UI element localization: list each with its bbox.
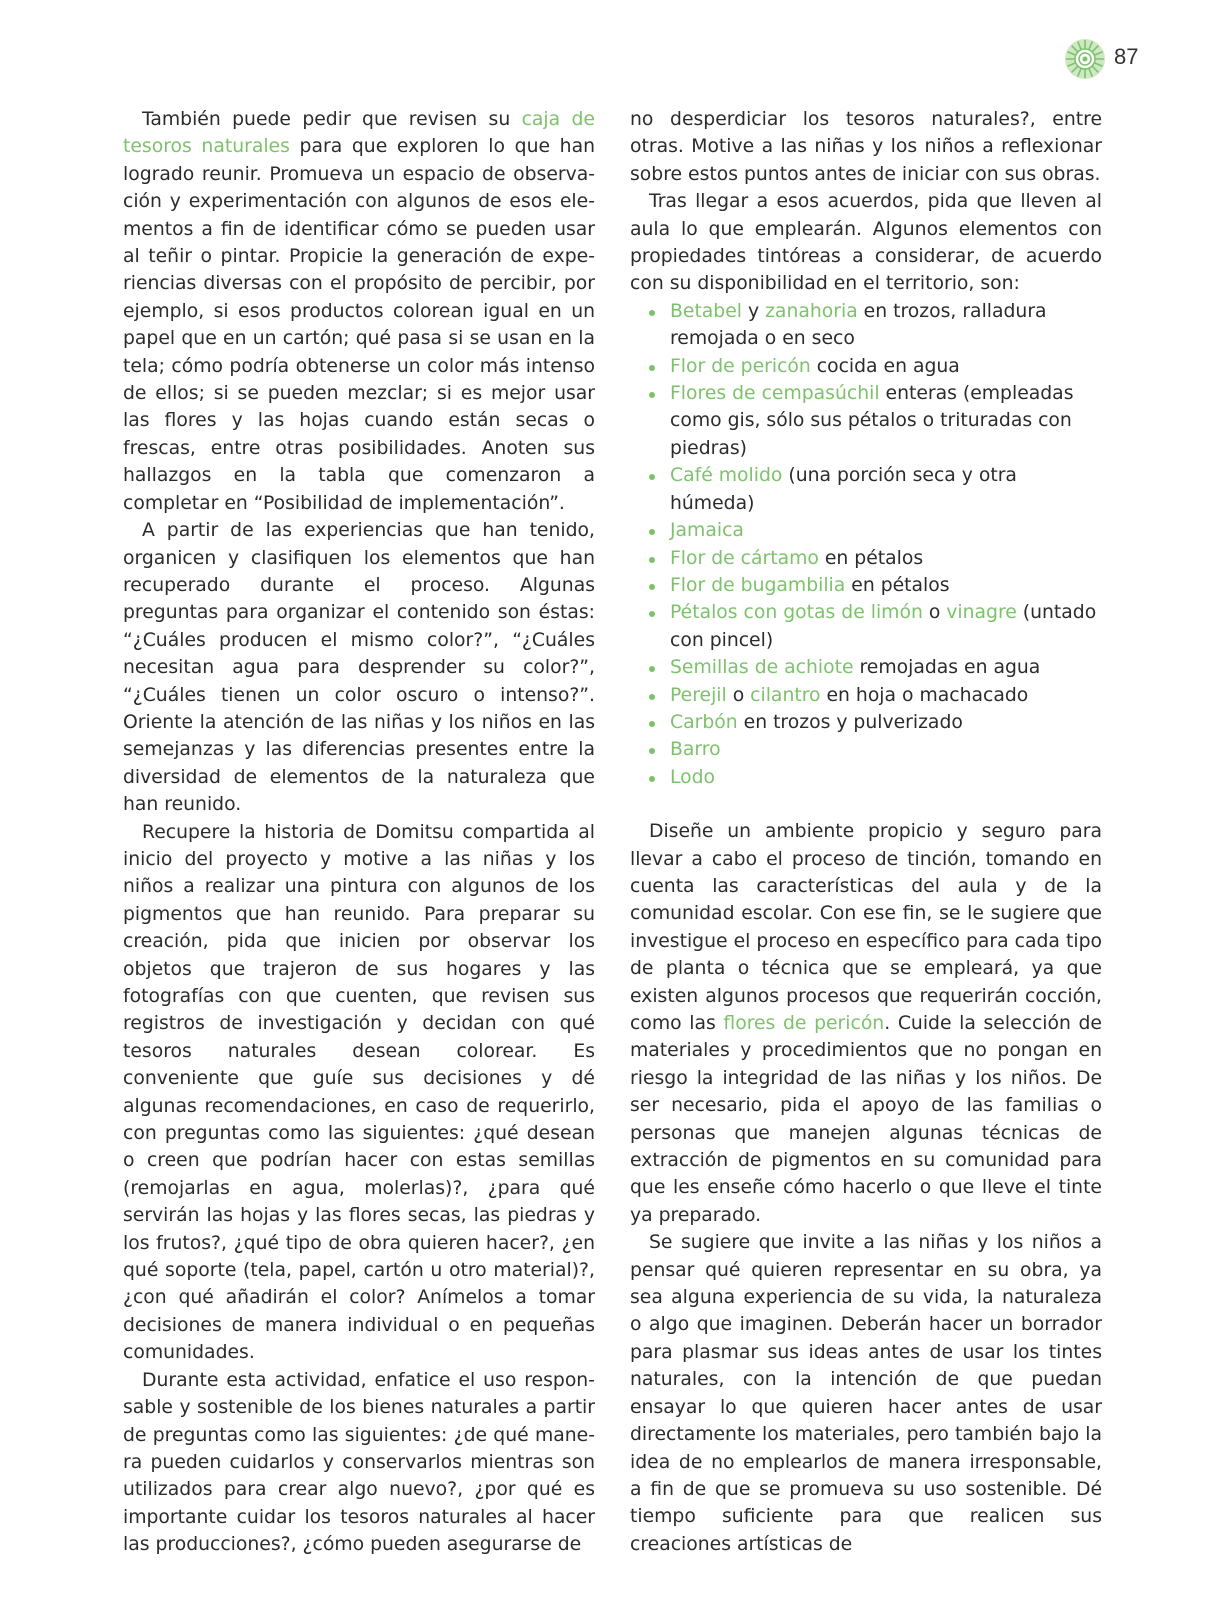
bullet-icon — [649, 474, 655, 480]
bullet-icon — [649, 392, 655, 398]
paragraph: También puede pedir que revisen su caja de tesoros naturales para que exploren lo que han logrado reunir. Promueva un espacio de observación y experimentación con algunos de esos elementos a fin de identificar cómo se pueden usar al teñir o pintar. Propicie la generación de experiencias diversas con el propósito de percibir, por ejemplo, si esos productos colorean igual en un papel que en un cartón; qué pasa si se usan en la tela; cómo podría obtenerse un color más intenso de ellos; si se pueden mezclar; si es mejor usar las flores y las hojas cuando están secas o frescas, entre otras posibilidades. Anoten sus hallazgos en la tabla que comenzaron a completar en “Posibilidad de implementación”. — [123, 109, 595, 514]
list-item: Flor de pericón cocida en agua — [644, 353, 1102, 380]
paragraph: Diseñe un ambiente propicio y seguro para llevar a cabo el proceso de tinción, tomando en cuenta las características del aula y de la comunidad escolar. Con ese fin, se le sugiere que investigue el proceso en específico para cada tipo de planta o técnica que se empleará, ya que existen algunos procesos que requerirán cocción, como las flores de pericón. Cuide la selección de materiales y procedimientos que no pongan en riesgo la integridad de las niñas y los niños. De ser necesario, pida el apoyo de las familias o personas que manejen algunas técnicas de extracción de pigmentos en su comunidad para que les enseñe cómo hacerlo o que lleve el tinte ya preparado. — [630, 821, 1102, 1226]
pigment-list — [630, 298, 1102, 791]
bullet-icon — [649, 776, 655, 782]
green-sun-emblem-icon — [1064, 38, 1106, 80]
highlighted-term: flores de pericón — [723, 1013, 885, 1034]
list-item: Carbón en trozos y pulverizado — [644, 709, 1102, 736]
list-item: Pétalos con gotas de limón o vinagre (untado con pincel) — [644, 599, 1102, 654]
bullet-icon — [649, 557, 655, 563]
paragraph: Se sugiere que invite a las niñas y los niños a pensar qué quieren representar en su obra, ya sea alguna experiencia de su vida, la naturaleza o algo que imaginen. Deberán hacer un borrador para plasmar sus ideas antes de usar los tintes naturales, con la intención de que puedan ensayar lo que quieren hacer antes de usar directamente los materiales, pero también bajo la idea de no emplearlos de manera irresponsable, a fin de que se promueva su uso sostenible. Dé tiempo suficiente para que realicen sus creaciones artísticas de — [630, 1232, 1102, 1555]
bullet-icon — [649, 365, 655, 371]
list-item: Betabel y zanahoria en trozos, ralladura remojada o en seco — [644, 298, 1102, 353]
list-item: Café molido (una porción seca y otra húmeda) — [644, 462, 1102, 517]
list-item: Flores de cempasúchil enteras (empleadas como gis, sólo sus pétalos o trituradas con piedras) — [644, 380, 1102, 462]
list-item: Perejil o cilantro en hoja o machacado — [644, 682, 1102, 709]
paragraph: Recupere la historia de Domitsu compartida al inicio del proyecto y motive a las niñas y los niños a realizar una pintura con algunos de los pigmentos que han reunido. Para preparar su creación, pida que inicien por observar los objetos que trajeron de sus hogares y las fotografías con que cuenten, que revisen sus registros de investigación y decidan con qué tesoros naturales desean colorear. Es conveniente que guíe sus decisiones y dé algunas recomendaciones, en caso de requerirlo, con preguntas como las siguientes: ¿qué desean o creen que podrían hacer con estas semillas (remojarlas en agua, molerlas)?, ¿para qué servirán las hojas y las flores secas, las piedras y los frutos?, ¿qué tipo de obra quieren hacer?, ¿en qué soporte (tela, papel, cartón u otro material)?, ¿con qué añadirán el color? Anímelos a tomar decisiones de manera individual o en pequeñas comunidades. — [123, 821, 595, 1364]
bullet-icon — [649, 310, 655, 316]
paragraph: A partir de las experiencias que han tenido, organicen y clasifiquen los elementos que han recuperado durante el proceso. Algunas preguntas para organizar el contenido son éstas: “¿Cuáles producen el mismo color?”, “¿Cuáles necesitan agua para desprender su color?”, “¿Cuáles tienen un color oscuro o intenso?”. Oriente la atención de las niñas y los niños en las semejanzas y las diferencias presentes entre la diversidad de elementos de la naturaleza que han reunido. — [123, 520, 595, 816]
list-item: Jamaica — [644, 517, 1102, 544]
bullet-icon — [649, 611, 655, 617]
paragraph: Durante esta actividad, enfatice el uso responsable y sostenible de los bienes naturales a partir de preguntas como las siguientes: ¿de qué manera pueden cuidarlos y conservarlos mientras son utilizados para crear algo nuevo?, ¿por qué es importante cuidar los tesoros naturales al hacer las producciones?, ¿cómo pueden asegurarse de — [123, 1369, 595, 1556]
list-item: Lodo — [644, 764, 1102, 791]
list-item: Semillas de achiote remojadas en agua — [644, 654, 1102, 681]
list-item: Flor de cártamo en pétalos — [644, 545, 1102, 572]
paragraph: no desperdiciar los tesoros naturales?, entre otras. Motive a las niñas y los niños a reflexionar sobre estos puntos antes de iniciar con sus obras. — [630, 109, 1102, 185]
bullet-icon — [649, 584, 655, 590]
bullet-icon — [649, 721, 655, 727]
highlighted-term: caja de tesoros naturales — [123, 109, 595, 158]
bullet-icon — [649, 748, 655, 754]
right-column — [630, 106, 1102, 1558]
bullet-icon — [649, 529, 655, 535]
bullet-icon — [649, 694, 655, 700]
list-item: Barro — [644, 736, 1102, 763]
page-number: 87 — [1114, 44, 1139, 69]
list-item: Flor de bugambilia en pétalos — [644, 572, 1102, 599]
bullet-icon — [649, 666, 655, 672]
left-column — [123, 106, 595, 1559]
paragraph: Tras llegar a esos acuerdos, pida que lleven al aula lo que emplearán. Algunos elementos con propiedades tintóreas a considerar, de acuerdo con su disponibilidad en el territorio, son: — [630, 191, 1102, 295]
